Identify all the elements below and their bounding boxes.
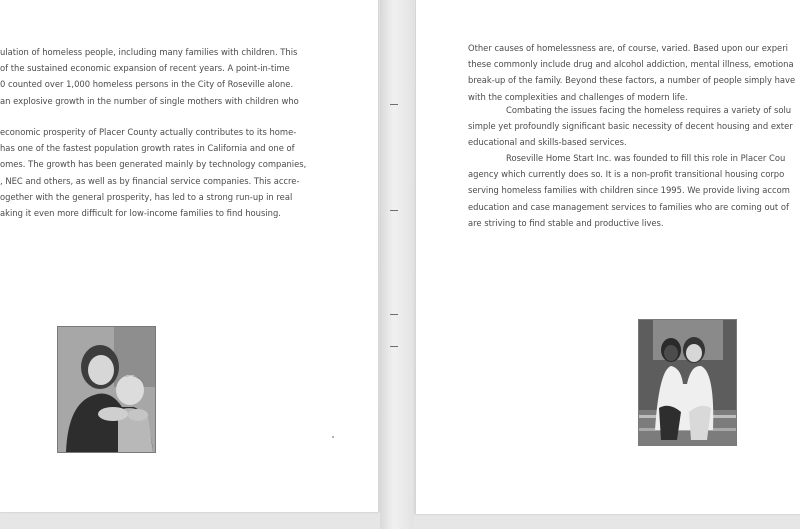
- text-line: economic prosperity of Placer County actually contributes to its home-: [0, 127, 297, 137]
- paper-speck: [332, 436, 334, 438]
- right-page: [415, 0, 800, 514]
- text-line: are striving to find stable and productive lives.: [468, 217, 664, 228]
- text-line: educational and skills-based services.: [468, 137, 627, 148]
- text-line: , NEC and others, as well as by financial service companies. This accre-: [0, 175, 300, 186]
- book-gutter: [380, 0, 414, 529]
- left-paragraph-1: [0, 44, 360, 109]
- text-line: Roseville Home Start Inc. was founded to fill this role in Placer Cou: [506, 153, 786, 163]
- text-line: with the complexities and challenges of modern life.: [468, 91, 688, 102]
- text-line: these commonly include drug and alcohol addiction, mental illness, emotiona: [468, 59, 794, 70]
- mother-child-photo: [57, 326, 156, 453]
- text-line: an explosive growth in the number of single mothers with children who: [0, 95, 299, 106]
- text-line: ulation of homeless people, including many families with children. This: [0, 47, 298, 57]
- text-line: ogether with the general prosperity, has led to a strong run-up in real: [0, 191, 293, 202]
- right-paragraph-3: [468, 150, 800, 231]
- right-paragraph-1: [468, 40, 800, 105]
- gutter-mark: [390, 104, 398, 105]
- two-children-photo: [638, 319, 737, 446]
- left-page: [0, 0, 379, 512]
- text-line: serving homeless families with children since 1995. We provide living accom: [468, 185, 790, 196]
- text-line: simple yet profoundly significant basic necessity of decent housing and exter: [468, 121, 793, 132]
- gutter-mark: [390, 346, 398, 347]
- text-line: education and case management services to families who are coming out of: [468, 201, 789, 212]
- text-line: break-up of the family. Beyond these factors, a number of people simply have: [468, 75, 796, 86]
- photo-illustration: [58, 327, 155, 452]
- text-line: has one of the fastest population growth rates in California and one of: [0, 143, 295, 154]
- left-paragraph-2: [0, 124, 360, 221]
- gutter-mark: [390, 210, 398, 211]
- text-line: Other causes of homelessness are, of course, varied. Based upon our experi: [468, 43, 788, 53]
- text-line: 0 counted over 1,000 homeless persons in the City of Roseville alone.: [0, 79, 294, 90]
- text-line: agency which currently does so. It is a non-profit transitional housing corpo: [468, 169, 785, 180]
- right-paragraph-2: [468, 102, 800, 151]
- text-line: omes. The growth has been generated mainly by technology companies,: [0, 159, 307, 170]
- text-line: of the sustained economic expansion of recent years. A point-in-time: [0, 63, 290, 74]
- text-line: aking it even more difficult for low-income families to find housing.: [0, 207, 281, 218]
- photo-illustration: [639, 320, 736, 445]
- gutter-mark: [390, 314, 398, 315]
- text-line: Combating the issues facing the homeless requires a variety of solu: [506, 105, 792, 115]
